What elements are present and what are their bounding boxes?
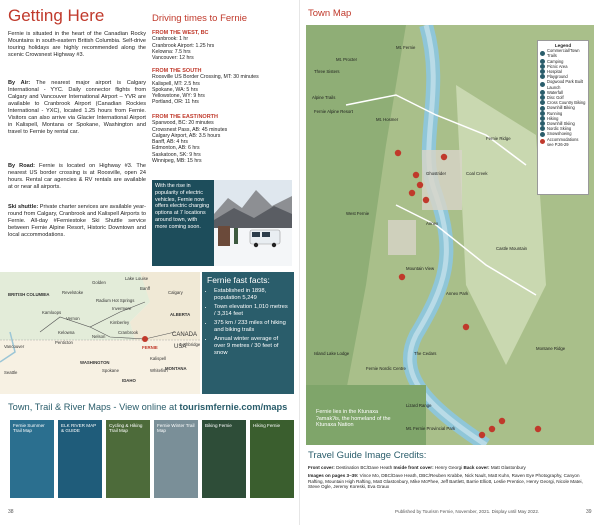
drive-line: Vancouver: 12 hrs [152, 55, 194, 62]
region-label: Invermere [112, 306, 132, 311]
region-label: Lake Louise [125, 276, 149, 281]
map-label: Mountain View [406, 266, 435, 271]
map-cover[interactable]: Fernie Summer Trail Map [10, 420, 54, 498]
legend-label: Picnic Area [547, 63, 568, 69]
downhill-bike-icon [540, 106, 545, 111]
drive-line: Cranbrook: 1 hr [152, 36, 189, 43]
region-label: Kimberley [110, 320, 130, 325]
region-label: Penticton [55, 340, 73, 345]
accommodation-icon [540, 139, 545, 144]
region-label: Vancouver [4, 344, 25, 349]
intro-paragraph: Fernie is situated in the heart of the Canadian Rocky Mountains in south-eastern British Columbia. Self-drive touring holidays are highly recommended along the scenic Crowsnest Highway #3. [8, 31, 146, 58]
credit-label: Back cover: [463, 465, 490, 470]
legend-item [540, 79, 586, 89]
drive-line: Sparwood, BC: 20 minutes [152, 120, 214, 127]
map-label: Three Sisters [314, 69, 340, 74]
drive-line: Spokane, WA: 5 hrs [152, 86, 198, 93]
map-label: Lizard Range [406, 403, 432, 408]
region-label: Calgary [168, 290, 183, 295]
running-icon [540, 111, 545, 116]
fast-facts-list [207, 288, 289, 357]
fast-fact: • Town elevation 1,010 metres / 3,314 feet [214, 304, 289, 318]
shuttle-paragraph [8, 204, 146, 239]
map-cover[interactable]: Cycling & Hiking Trail Map [106, 420, 150, 498]
by-air-text: The nearest major airport is Calgary International - YYC. Daily connector flights from Calgary and Vancouver International Airport – YVR are available to Cranbrook Airport (Canadian Rockies International - YXC), located 1.25 hours from Fernie. Visitors can also arrive via Glacier International Airport in Kalispell, Montana or Spokane, Washington and travel to Fernie by rental car. [8, 80, 146, 135]
drive-line: Winnipeg, MB: 15 hrs [152, 158, 202, 165]
map-label: Annex [426, 221, 439, 226]
drive-group-head: FROM THE EAST/NORTH [152, 114, 218, 120]
by-air-label: By Air: [8, 80, 31, 86]
fast-facts-box [202, 272, 294, 394]
shuttle-text: Private charter services are available year-round from Calgary, Cranbrook and Kalispell Airports to Fernie. All-day #Ferniestoke Ski Shuttle service between Fernie Alpine Resort, Historic Downtown and local accommodations. [8, 204, 146, 238]
legend-label: Waterfall [547, 89, 563, 95]
map-label: Fernie Ridge [486, 136, 511, 141]
region-label: USA [174, 344, 187, 350]
region-label: BRITISH COLUMBIA [8, 292, 50, 297]
ktunaxa-note: Fernie lies in the Ktunaxa ʔamakʔis, the homeland of the Ktunaxa Nation [316, 409, 391, 428]
map-cover[interactable]: Biking Fernie [202, 420, 246, 498]
drive-group-east [152, 114, 292, 164]
credit-label: Inside front cover: [393, 465, 434, 470]
legend-label: Nordic Skiing [547, 126, 572, 132]
region-label: Cranbrook [118, 330, 139, 335]
region-map [0, 272, 200, 394]
legend-label: Playground [547, 74, 568, 80]
region-label: Nelson [92, 334, 106, 339]
trail-maps-prefix: Town, Trail & River Maps - View online at [8, 402, 180, 412]
fast-fact: • 375 km / 233 miles of hiking and biking trails [214, 320, 289, 334]
drive-line: Calgary Airport, AB: 3.5 hours [152, 132, 221, 139]
by-road-paragraph [8, 163, 146, 191]
region-label: Kalispell [150, 356, 167, 361]
fast-fact: • Established in 1898, population 5,249 [214, 288, 289, 302]
map-cover[interactable]: Fernie Winter Trail Map [154, 420, 198, 498]
region-label-fernie: FERNIE [142, 345, 158, 350]
by-road-text: Fernie is located on Highway #3. The nearest US border crossing is at Roosville, open 24 hours. Rental car agencies & RV rentals are available at or near all airports. [8, 163, 146, 190]
map-label: Mt. Fernie [396, 45, 416, 50]
map-label: Fernie Nordic Centre [366, 366, 406, 371]
region-label: Revelstoke [62, 290, 84, 295]
map-cover[interactable]: Hiking Fernie [250, 420, 294, 498]
trail-maps-title [8, 402, 287, 412]
credit-label: Front cover: [308, 465, 335, 470]
map-label: Mt. Hosmer [376, 117, 399, 122]
ev-charging-photo [214, 180, 292, 266]
legend-label: Hospital [547, 69, 562, 75]
shuttle-label: Ski shuttle: [8, 204, 39, 210]
region-label: WASHINGTON [80, 360, 110, 365]
legend-label: Hiking [547, 115, 559, 121]
drive-line: Portland, OR: 11 hrs [152, 99, 199, 106]
driving-times-title: Driving times to Fernie [152, 13, 248, 24]
region-label: Banff [140, 286, 150, 291]
region-label: Kamloops [42, 310, 62, 315]
map-label: Mt. Procter [336, 57, 358, 62]
drive-line: Saskatoon, SK: 9 hrs [152, 151, 201, 158]
legend-title: Legend [554, 43, 572, 48]
map-label: Annex Park [446, 291, 469, 296]
map-label: Island Lake Lodge [314, 351, 350, 356]
region-label: MONTANA [165, 366, 187, 371]
legend-label: Downhill Skiing [547, 121, 575, 127]
legend-label: Accommodations see P.26-29 [547, 136, 579, 147]
map-covers [10, 420, 295, 500]
map-cover[interactable]: ELK RIVER MAP & GUIDE [58, 420, 102, 498]
page-image-credits [308, 473, 594, 490]
drive-group-south [152, 68, 292, 106]
region-label: CANADA [172, 332, 198, 338]
map-label: West Fernie [346, 211, 370, 216]
legend-item [540, 48, 586, 58]
legend-label: Dogwood Park Built Launch [547, 79, 583, 90]
drive-line: Kalispell, MT: 2.5 hrs [152, 80, 200, 87]
page-number-right: 39 [586, 509, 592, 515]
map-label: The Cedars [414, 351, 437, 356]
drive-group-head: FROM THE WEST, BC [152, 30, 209, 36]
region-label: Golden [92, 280, 106, 285]
boat-launch-icon [540, 82, 545, 87]
page-number-left: 38 [8, 509, 14, 515]
legend-item [540, 137, 586, 147]
cover-credits [308, 465, 594, 471]
credit-text: Matt Glastonbury [489, 465, 526, 470]
drive-line: Roosville US Border Crossing, MT: 30 minutes [152, 74, 259, 81]
credit-label: Images on pages 3–39: [308, 472, 359, 478]
map-label: Fernie Alpine Resort [314, 109, 353, 114]
map-label: Ghostrider [426, 171, 447, 176]
region-label: IDAHO [122, 378, 136, 383]
by-air-paragraph [8, 80, 146, 136]
legend-label: Snowshoeing [547, 131, 572, 137]
map-legend [537, 40, 589, 195]
fast-fact: • Annual winter average of over 9 metres / 30 feet of snow [214, 336, 289, 357]
region-label: Whitefish [150, 368, 168, 373]
map-label: Mt. Fernie Provincial Park [406, 426, 456, 431]
credit-text: Vince Mo, DBC/Dave Heath, DBC/Reuben Krabbe, Nick Nault, Matt Kuhn, Raven Eye Photography, Canyon Rafting, Mountain High Rafting, Matt Glastonbury, Mike McPhee, Jeff Bartlett, Barrie Elliott, Leslie Prentice, Henry Georgi, Nicole Matei, Steve Ogle, Jeremy Koreski, Eva Graux [308, 472, 583, 490]
region-label: Vernon [66, 316, 80, 321]
legend-label: Running [547, 110, 563, 116]
legend-label: Downhill Biking [547, 105, 575, 111]
trail-maps-link[interactable]: tourismfernie.com/maps [179, 402, 288, 412]
getting-here-title: Getting Here [8, 6, 105, 25]
drive-group-west [152, 30, 292, 61]
drive-line: Cranbrook Airport: 1.25 hrs [152, 42, 215, 49]
by-road-label: By Road: [8, 163, 36, 169]
ev-charging-box: With the rise in popularity of electric vehicles, Fernie now offers electric charging options at 7 locations around town, with more coming soon. [152, 180, 214, 266]
region-label: Kelowna [58, 330, 75, 335]
image-credits [308, 465, 594, 490]
legend-label: Camping [547, 58, 564, 64]
region-label: Lethbridge [180, 342, 200, 347]
snowshoe-icon [540, 132, 545, 137]
region-label: ALBERTA [170, 312, 191, 317]
region-label: Seattle [4, 370, 18, 375]
drive-line: Yellowstone, WY: 9 hrs [152, 93, 205, 100]
fast-facts-title: Fernie fast facts: [207, 275, 270, 285]
map-label: Coal Creek [466, 171, 488, 176]
legend-icon [540, 51, 545, 56]
publisher-note: Published by Tourism Fernie, November, 2021. Display until May 2022. [395, 509, 540, 514]
credits-title: Travel Guide Image Credits: [308, 450, 427, 461]
drive-line: Kelowna: 7.5 hrs [152, 48, 191, 55]
region-label: Spokane [102, 368, 119, 373]
town-map-title: Town Map [308, 8, 352, 19]
camping-icon [540, 59, 545, 64]
credit-text: Henry Georgi [433, 465, 464, 470]
map-label: Alpine Trails [312, 95, 336, 100]
credit-text: Destination BC/Dave Heath [334, 465, 394, 470]
map-label: Montane Ridge [536, 346, 566, 351]
legend-label: Disc Golf [547, 95, 564, 101]
legend-label: Commercial/Town Trails [547, 48, 580, 59]
drive-line: Edmonton, AB: 6 hrs [152, 145, 200, 152]
drive-group-head: FROM THE SOUTH [152, 68, 202, 74]
region-label: Radium Hot Springs [96, 298, 135, 303]
map-label: Castle Mountain [496, 246, 528, 251]
drive-line: Crowsnest Pass, AB: 45 minutes [152, 126, 228, 133]
legend-label: Cross Country Biking [547, 100, 586, 106]
drive-line: Banff, AB: 4 hrs [152, 139, 188, 146]
